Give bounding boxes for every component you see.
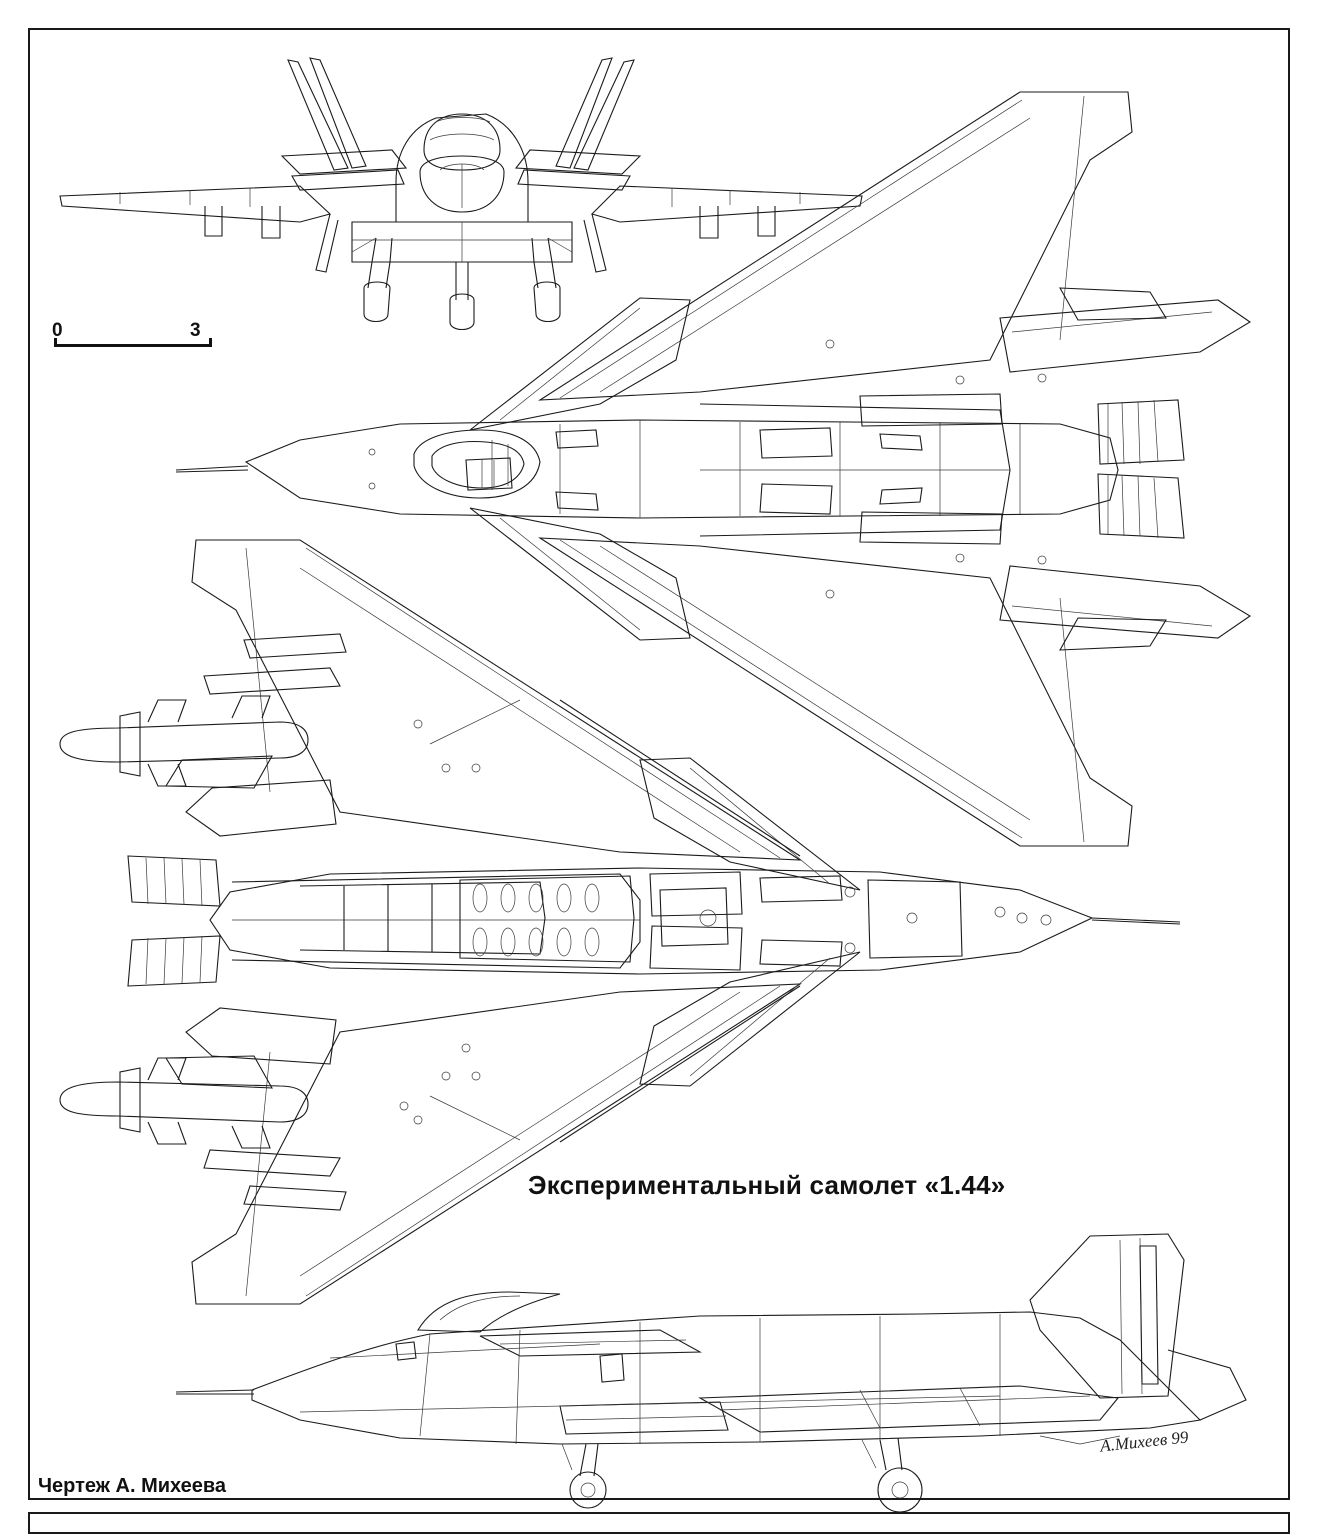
page-title: Экспериментальный самолет «1.44» [528,1170,1006,1200]
credit-line: Чертеж А. Михеева [38,1475,227,1497]
scale-end-label: 3 [190,320,201,341]
scale-bar [48,320,220,350]
sheet-footer-strip [28,1512,1290,1534]
scale-start-label: 0 [52,320,63,341]
sheet-border [28,28,1290,1500]
scale-rule [54,344,212,347]
signature: А.Михеев 99 [1099,1427,1190,1456]
